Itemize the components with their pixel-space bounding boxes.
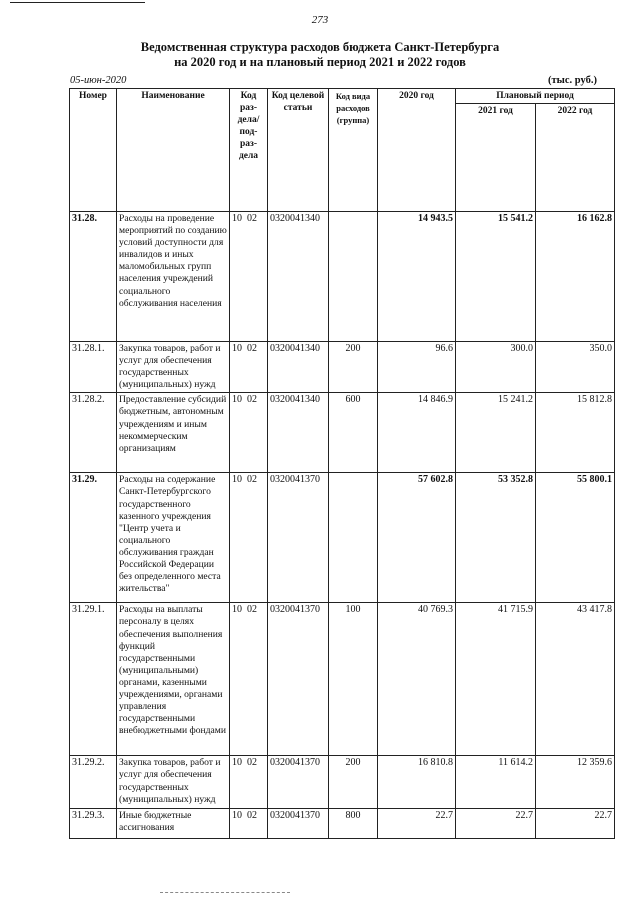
row-vid: 100	[329, 603, 378, 756]
row-name: Расходы на выплаты персоналу в целях обеспечения выполнения функций государственными (муниципальными) органами, казенными учреждениями, органами управления государственными внебюджетными фондами	[117, 603, 230, 756]
table-row	[70, 212, 615, 342]
header-number: Номер	[70, 89, 117, 212]
row-number: 31.28.2.	[70, 393, 117, 473]
row-razdel: 10 02	[230, 393, 268, 473]
row-2022: 43 417.8	[536, 603, 615, 756]
row-target: 0320041370	[268, 809, 329, 839]
table-row	[70, 603, 615, 756]
bottom-rule	[160, 892, 290, 893]
row-2022: 350.0	[536, 342, 615, 393]
table-row	[70, 342, 615, 393]
row-name: Расходы на проведение мероприятий по созданию условий доступности для инвалидов и иных маломобильных групп населения учреждений социального обслуживания населения	[117, 212, 230, 342]
row-target: 0320041340	[268, 342, 329, 393]
row-2020: 22.7	[378, 809, 456, 839]
row-2020: 16 810.8	[378, 756, 456, 809]
row-target: 0320041370	[268, 603, 329, 756]
row-2020: 14 943.5	[378, 212, 456, 342]
row-name: Предоставление субсидий бюджетным, автономным учреждениям и иным некоммерческим организациям	[117, 393, 230, 473]
table-row	[70, 809, 615, 839]
title-line-1: Ведомственная структура расходов бюджета Санкт-Петербурга	[140, 40, 500, 54]
budget-table	[69, 88, 615, 839]
row-vid: 200	[329, 342, 378, 393]
header-2022: 2022 год	[536, 104, 615, 212]
row-target: 0320041340	[268, 393, 329, 473]
row-2022: 16 162.8	[536, 212, 615, 342]
row-2022: 15 812.8	[536, 393, 615, 473]
header-2021: 2021 год	[456, 104, 536, 212]
row-2021: 53 352.8	[456, 473, 536, 603]
row-razdel: 10 02	[230, 756, 268, 809]
header-razdel: Код раз- дела/ под- раз- дела	[230, 89, 268, 212]
row-2022: 55 800.1	[536, 473, 615, 603]
page-number: 273	[311, 14, 329, 26]
document-date: 05-июн-2020	[70, 75, 127, 86]
row-target: 0320041370	[268, 756, 329, 809]
row-2020: 96.6	[378, 342, 456, 393]
row-target: 0320041340	[268, 212, 329, 342]
header-name: Наименование	[117, 89, 230, 212]
row-2022: 12 359.6	[536, 756, 615, 809]
header-target: Код целевой статьи	[268, 89, 329, 212]
top-rule	[10, 2, 145, 3]
header-2020: 2020 год	[378, 89, 456, 212]
row-vid: 600	[329, 393, 378, 473]
row-vid: 200	[329, 756, 378, 809]
row-2021: 11 614.2	[456, 756, 536, 809]
row-razdel: 10 02	[230, 809, 268, 839]
row-razdel: 10 02	[230, 342, 268, 393]
table-row	[70, 473, 615, 603]
row-razdel: 10 02	[230, 212, 268, 342]
row-2020: 40 769.3	[378, 603, 456, 756]
row-vid	[329, 212, 378, 342]
row-name: Закупка товаров, работ и услуг для обеспечения государственных (муниципальных) нужд	[117, 342, 230, 393]
header-plan: Плановый период	[456, 89, 615, 104]
row-2020: 14 846.9	[378, 393, 456, 473]
row-number: 31.29.2.	[70, 756, 117, 809]
row-2021: 22.7	[456, 809, 536, 839]
row-target: 0320041370	[268, 473, 329, 603]
header-vid: Код вида расходов (группа)	[329, 89, 378, 212]
table-row	[70, 393, 615, 473]
row-vid	[329, 473, 378, 603]
row-number: 31.28.1.	[70, 342, 117, 393]
row-2022: 22.7	[536, 809, 615, 839]
row-vid: 800	[329, 809, 378, 839]
row-2020: 57 602.8	[378, 473, 456, 603]
row-2021: 15 541.2	[456, 212, 536, 342]
table-row	[70, 756, 615, 809]
row-name: Закупка товаров, работ и услуг для обеспечения государственных (муниципальных) нужд	[117, 756, 230, 809]
row-2021: 15 241.2	[456, 393, 536, 473]
row-number: 31.29.1.	[70, 603, 117, 756]
units-label: (тыс. руб.)	[548, 75, 597, 86]
row-name: Иные бюджетные ассигнования	[117, 809, 230, 839]
row-2021: 41 715.9	[456, 603, 536, 756]
row-razdel: 10 02	[230, 473, 268, 603]
row-number: 31.28.	[70, 212, 117, 342]
row-razdel: 10 02	[230, 603, 268, 756]
row-2021: 300.0	[456, 342, 536, 393]
row-number: 31.29.3.	[70, 809, 117, 839]
row-name: Расходы на содержание Санкт-Петербургского государственного казенного учреждения "Центр учета и социального обслуживания граждан Российской Федерации без определенного места жительства"	[117, 473, 230, 603]
title-line-2: на 2020 год и на плановый период 2021 и 2022 годов	[174, 55, 466, 69]
row-number: 31.29.	[70, 473, 117, 603]
document-title	[0, 40, 640, 70]
